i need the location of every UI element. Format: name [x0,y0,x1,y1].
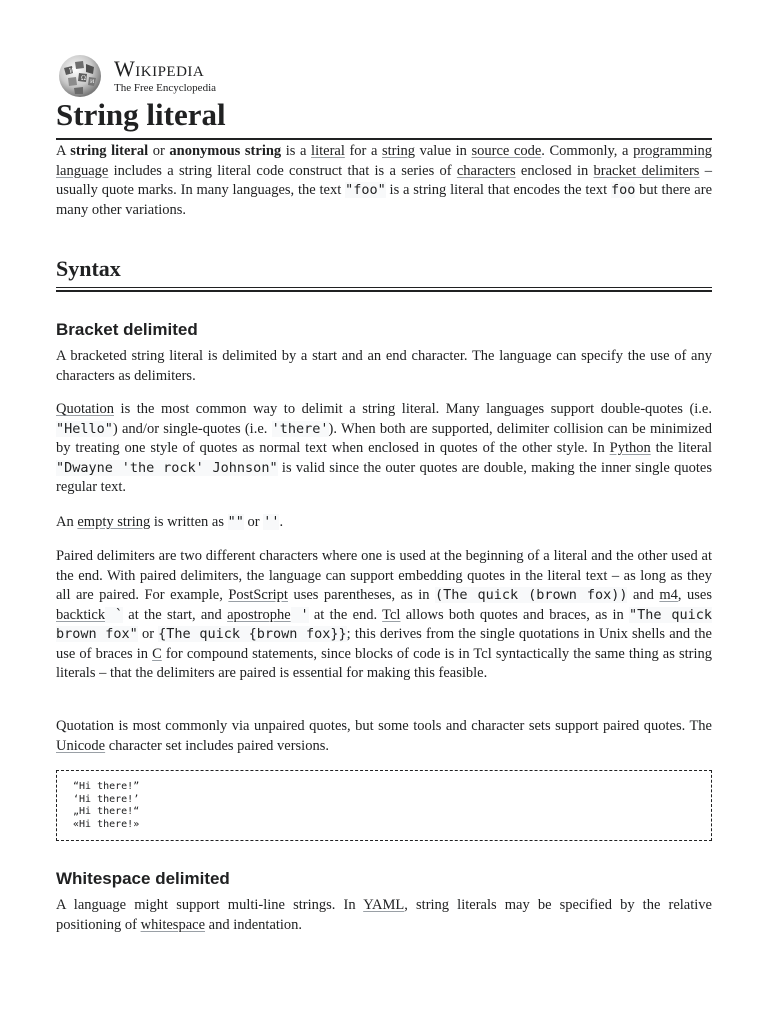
paragraph-quotation: Quotation is the most common way to delimit a string literal. Many languages support double-quotes (i.e. "Hello") and/or single-quotes (i.e. 'there'). When both are supported, delimiter collision can be minimized by treating one style of quotes as normal text when enclosed in quotes of the other style. In Python the literal "Dwayne 'the rock' Johnson" is valid since the outer quotes are double, making the inner single quotes regular text. [56,401,712,495]
link-quotation[interactable]: Quotation [56,401,114,417]
link-empty-string[interactable]: empty string [77,514,151,530]
paragraph-bracketed: A bracketed string literal is delimited by a start and an end character. The language can specify the use of any characters as delimiters. [56,348,712,384]
paragraph-empty-string: An empty string is written as "" or ''. [56,514,284,530]
paragraph-paired-delimiters: Paired delimiters are two different characters where one is used at the beginning of a literal and the other used at the end. With paired delimiters, the language can support embedding quotes in the literal text – as long as they all are paired. For example, PostScript uses parentheses, as in (The quick (brown fox)) and m4, uses backtick ` at the start, and apostrophe ' at the end. Tcl allows both quotes and braces, as in "The quick brown fox" or {The quick {brown fox}}; this derives from the single quotations in Unix shells and the use of braces in C for compound statements, since blocks of code is in Tcl syntactically the same thing as string literals – that the delimiters are paired is essential for making this feasible. [56,548,712,681]
link-programming-language[interactable]: programming language [56,143,712,179]
link-unicode[interactable]: Unicode [56,737,106,754]
link-string[interactable]: string [381,143,416,159]
link-source-code[interactable]: source code [471,143,542,159]
section-heading-syntax: Syntax [56,256,712,288]
paragraph-whitespace: A language might support multi-line strings. In YAML, string literals may be specified by the relative positioning of whitespace and indentation. [56,897,712,933]
code-line: “Hi there!” [73,781,140,792]
section-divider [56,290,712,292]
code-foo: foo [610,182,636,198]
link-apostrophe[interactable]: apostrophe [227,606,291,623]
code-block-quotes [56,770,712,841]
link-whitespace[interactable]: whitespace [140,916,206,933]
brand-tagline: The Free Encyclopedia [114,82,217,94]
code-foo-quoted: "foo" [345,182,386,198]
link-yaml[interactable]: YAML [363,897,405,913]
link-m4[interactable]: m4 [659,587,678,603]
page-title: String literal [56,96,712,140]
wikipedia-brand[interactable] [56,54,216,98]
link-backtick[interactable]: backtick [56,606,106,623]
brand-name: Wikipedia [114,56,205,81]
svg-text:И: И [90,79,95,85]
link-literal[interactable]: literal [311,143,345,159]
svg-text:W: W [69,68,76,75]
svg-text:Ω: Ω [81,75,86,82]
wordmark [114,58,216,94]
code-line: «Hi there!» [73,818,140,830]
link-postscript[interactable]: PostScript [228,587,288,603]
link-tcl[interactable]: Tcl [382,606,401,623]
link-c[interactable]: C [152,645,162,662]
link-characters[interactable]: characters [456,162,516,179]
link-bracket-delimiters[interactable]: bracket delimiters [593,162,700,179]
paragraph-unpaired-quotes: Quotation is most commonly via unpaired quotes, but some tools and character sets support paired quotes. The Unicode character set includes paired versions. [56,718,712,754]
subheading-whitespace-delimited: Whitespace delimited [56,869,230,888]
code-line: „Hi there!“ [73,806,140,817]
link-python[interactable]: Python [609,440,651,456]
wikipedia-globe-icon [56,54,104,98]
code-line: ‘Hi there!’ [73,793,140,805]
subheading-bracket-delimited: Bracket delimited [56,320,198,339]
intro-paragraph: A string literal or anonymous string is a literal for a string value in source code. Commonly, a programming language includes a string literal code construct that is a series of characters enclosed in bracket delimiters – usually quote marks. In many languages, the text "foo" is a string literal that encodes the text foo but there are many other variations. [56,143,713,218]
